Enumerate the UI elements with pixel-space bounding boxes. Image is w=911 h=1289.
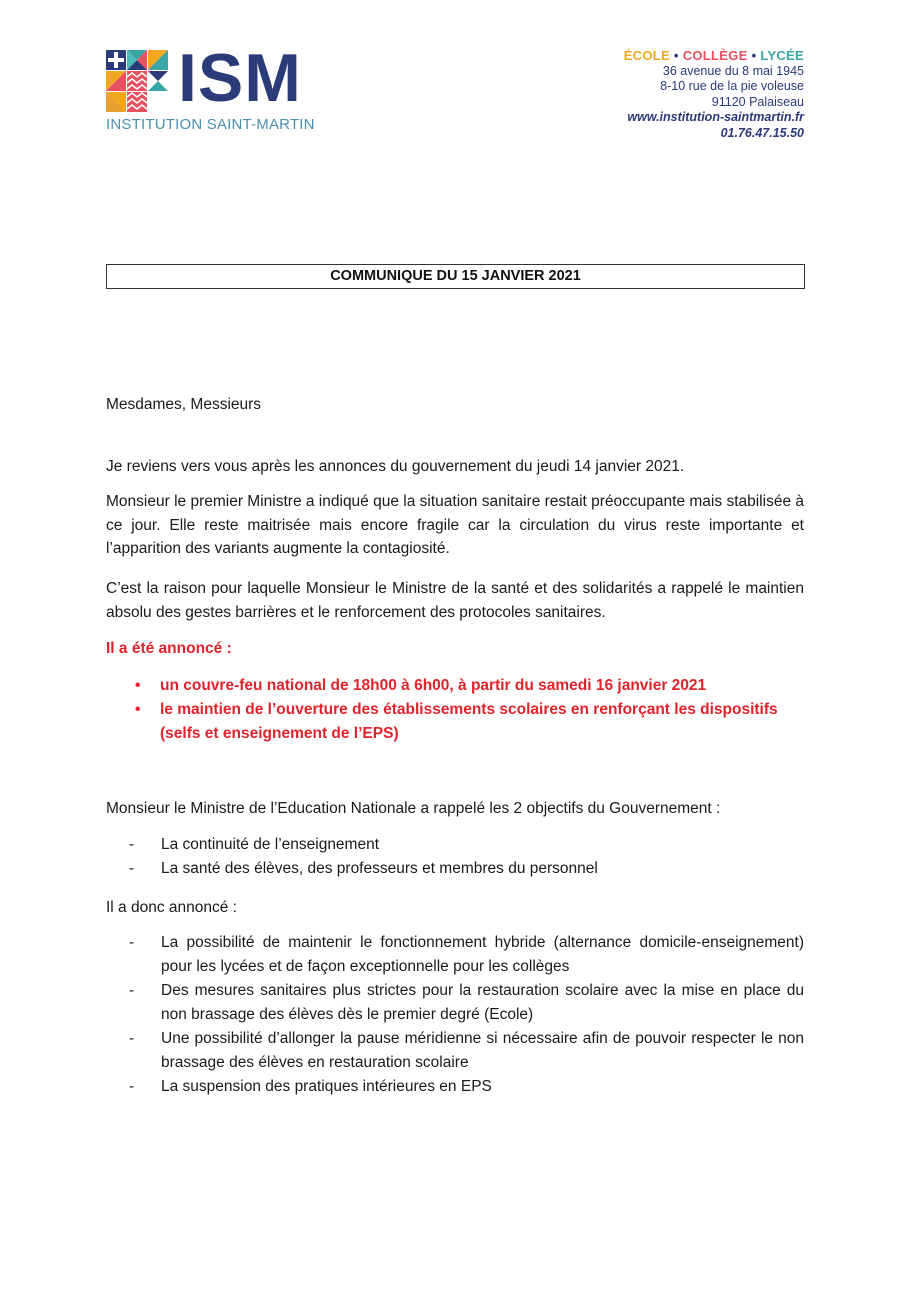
list-item-text: La santé des élèves, des professeurs et membres du personnel: [161, 860, 598, 877]
paragraph: C’est la raison pour laquelle Monsieur le Ministre de la santé et des solidarités a rappelé le maintien absolu des gestes barrières et le renforcement des protocoles sanitaires.: [106, 580, 804, 621]
list-item: [106, 857, 804, 881]
address-line: 91120 Palaiseau: [711, 94, 804, 109]
list-item: [106, 1027, 804, 1075]
list-item-text: La possibilité de maintenir le fonctionnement hybride (alternance domicile-enseignement) pour les lycées et de façon exceptionnelle pour les collèges: [161, 934, 804, 975]
paragraph: Monsieur le premier Ministre a indiqué que la situation sanitaire restait préoccupante mais stabilisée à ce jour. Elle reste maitrisée mais encore fragile car la circulation du virus reste importante et l’apparition des variants augmente la contagiosité.: [106, 493, 804, 557]
ism-logo-mark-icon: [106, 50, 168, 112]
address-line: 36 avenue du 8 mai 1945: [662, 63, 804, 78]
contact-block: [624, 48, 804, 141]
paragraph: Je reviens vers vous après les annonces du gouvernement du jeudi 14 janvier 2021.: [106, 458, 685, 475]
level-lycee: LYCÉE: [760, 48, 804, 63]
list-item-text: La suspension des pratiques intérieures en EPS: [161, 1078, 492, 1095]
school-levels: [624, 48, 804, 64]
list-item: [106, 979, 804, 1027]
level-ecole: ÉCOLE: [623, 48, 670, 63]
measures-intro: Il a donc annoncé :: [106, 899, 237, 916]
list-item: [106, 833, 804, 857]
website-link[interactable]: www.institution-saintmartin.fr: [627, 110, 804, 124]
level-college: COLLÈGE: [682, 48, 748, 63]
list-item: [106, 931, 804, 979]
dash-marker: -: [129, 860, 135, 877]
dash-marker: -: [129, 1078, 135, 1095]
salutation: Mesdames, Messieurs: [106, 396, 262, 413]
announced-heading: Il a été annoncé :: [106, 640, 232, 657]
bullet-icon: •: [135, 677, 141, 694]
list-item-text: Une possibilité d’allonger la pause méridienne si nécessaire afin de pouvoir respecter le non brassage des élèves en restauration scolaire: [161, 1030, 804, 1071]
list-item-text: un couvre-feu national de 18h00 à 6h00, à partir du samedi 16 janvier 2021: [160, 677, 707, 694]
announced-list: [106, 674, 804, 746]
objectives-list: [106, 833, 804, 881]
dash-marker: -: [129, 982, 135, 999]
logo-subtitle: INSTITUTION SAINT-MARTIN: [106, 116, 315, 133]
address-line: 8-10 rue de la pie voleuse: [660, 79, 804, 93]
level-separator: •: [751, 48, 757, 63]
bullet-icon: •: [135, 701, 141, 718]
level-separator: •: [673, 48, 679, 63]
list-item-text: La continuité de l’enseignement: [161, 836, 380, 853]
dash-marker: -: [129, 1030, 135, 1047]
dash-marker: -: [129, 836, 135, 853]
measures-list: [106, 931, 804, 1099]
dash-marker: -: [129, 934, 135, 951]
list-item: [106, 698, 804, 746]
objectives-intro: Monsieur le Ministre de l’Education Nationale a rappelé les 2 objectifs du Gouvernement :: [106, 800, 721, 817]
list-item: [106, 674, 804, 698]
list-item: [106, 1075, 804, 1099]
list-item-text: Des mesures sanitaires plus strictes pour la restauration scolaire avec la mise en place du non brassage des élèves dès le premier degré (Ecole): [161, 982, 804, 1023]
phone-number: 01.76.47.15.50: [720, 125, 804, 140]
logo-wordmark: ISM: [178, 40, 302, 116]
communique-title: COMMUNIQUE DU 15 JANVIER 2021: [106, 264, 805, 289]
list-item-text: le maintien de l’ouverture des établissements scolaires en renforçant les dispositifs (selfs et enseignement de l’EPS): [160, 701, 778, 742]
